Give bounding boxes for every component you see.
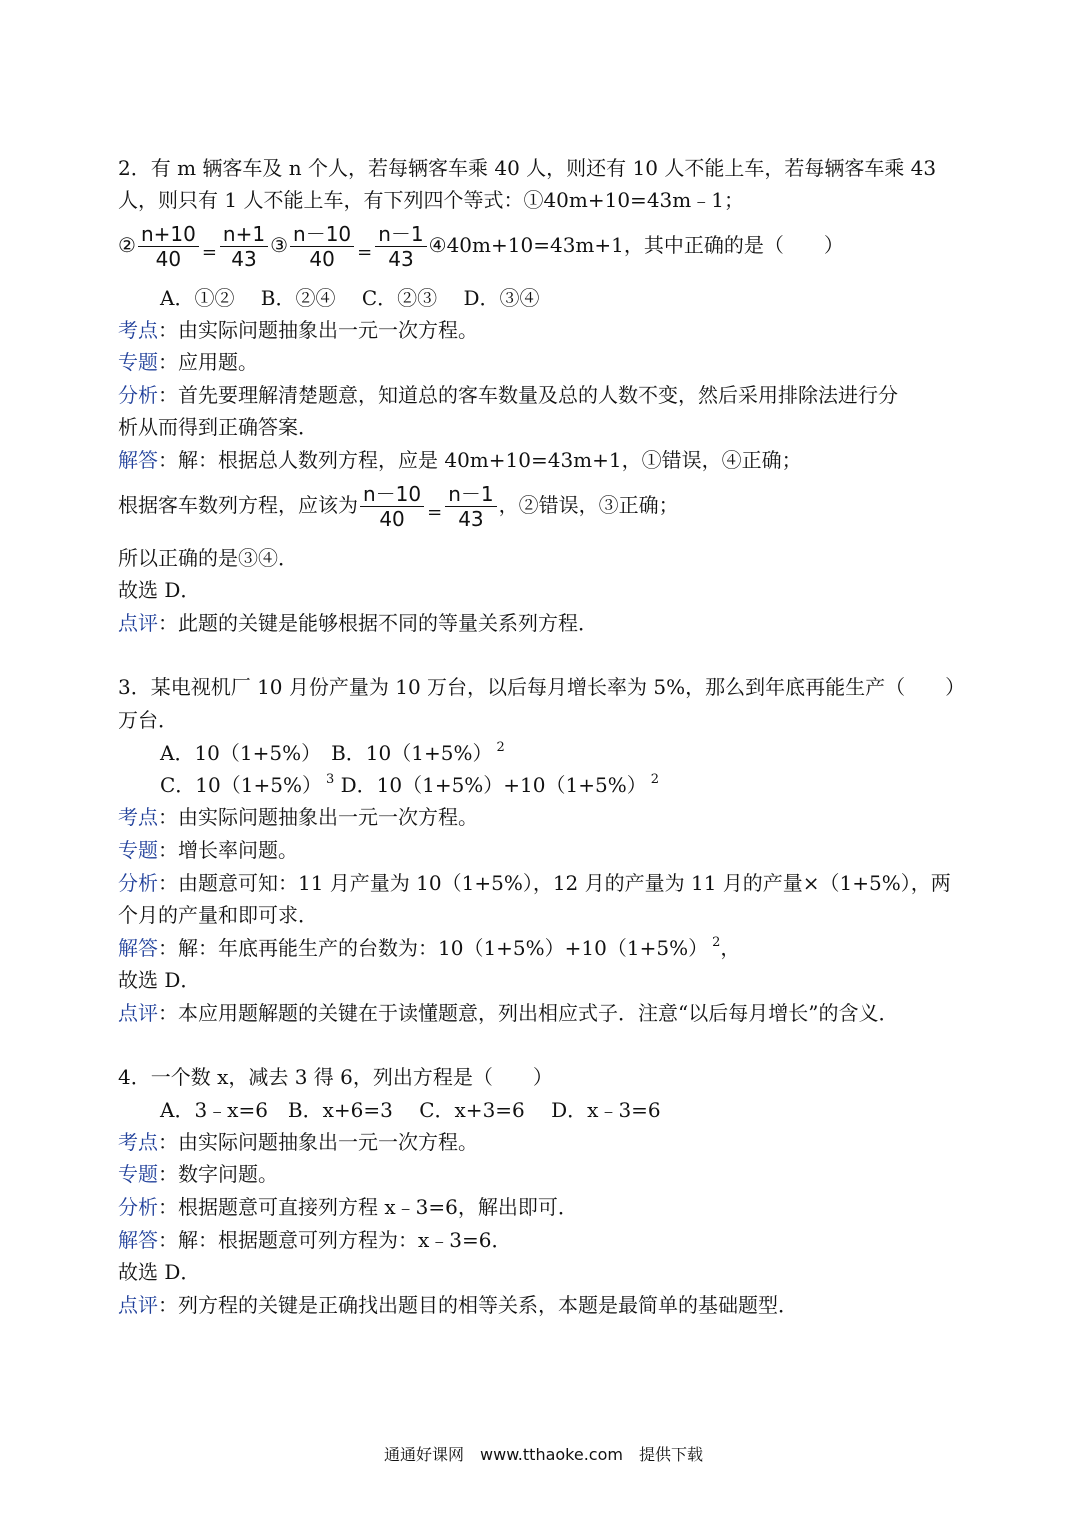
q3-guxuan: 故选 D． bbox=[118, 968, 201, 992]
option-text: D．10（1+5%）+10（1+5%） bbox=[340, 773, 647, 797]
fenxi-text: ：由题意可知：11 月产量为 10（1+5%），12 月的产量为 11 月的产量×（1+5%），两 bbox=[158, 871, 951, 895]
circle-3: ③ bbox=[270, 233, 289, 257]
q2-fenxi bbox=[118, 381, 898, 409]
q4-stem: 4．一个数 x，减去 3 得 6，列出方程是（ ） bbox=[118, 1065, 553, 1089]
fraction-denominator: 43 bbox=[458, 507, 484, 531]
equals-sign: = bbox=[357, 242, 373, 263]
fenxi-text: ：根据题意可直接列方程 x﹣3=6，解出即可． bbox=[158, 1195, 578, 1219]
zhuanti-text: ：增长率问题。 bbox=[158, 838, 298, 862]
superscript: 2 bbox=[712, 935, 721, 950]
q4-kaodian bbox=[118, 1128, 478, 1156]
superscript: 2 bbox=[650, 772, 660, 787]
fraction-denominator: 43 bbox=[388, 247, 414, 271]
jieda-text: 根据客车数列方程，应该为 bbox=[118, 493, 358, 517]
jieda-text: ， bbox=[720, 936, 741, 960]
option-text: A．10（1+5%） B．10（1+5%） bbox=[160, 741, 493, 765]
q3-fenxi-cont: 个月的产量和即可求． bbox=[118, 903, 318, 927]
q3-options-cd bbox=[160, 771, 659, 799]
fraction-2 bbox=[220, 222, 268, 271]
fenxi-text: ：首先要理解清楚题意，知道总的客车数量及总的人数不变，然后采用排除法进行分 bbox=[158, 383, 898, 407]
fraction-3 bbox=[290, 222, 354, 271]
zhuanti-text: ：应用题。 bbox=[158, 350, 258, 374]
q4-zhuanti bbox=[118, 1160, 278, 1188]
zhuanti-label: 专题 bbox=[118, 1162, 158, 1186]
fraction-denominator: 40 bbox=[155, 247, 182, 271]
q2-options: A．①② B．②④ C．②③ D．③④ bbox=[160, 286, 540, 310]
q4-fenxi bbox=[118, 1193, 578, 1221]
jieda-label: 解答 bbox=[118, 448, 158, 472]
dianping-label: 点评 bbox=[118, 1001, 158, 1025]
q2-dianping bbox=[118, 609, 598, 637]
q3-zhuanti bbox=[118, 836, 298, 864]
zhuanti-text: ：数字问题。 bbox=[158, 1162, 278, 1186]
circle-2: ② bbox=[118, 233, 136, 257]
dianping-text: ：此题的关键是能够根据不同的等量关系列方程． bbox=[158, 611, 598, 635]
kaodian-text: ：由实际问题抽象出一元一次方程。 bbox=[158, 805, 478, 829]
page-footer: 通通好课网 www.tthaoke.com 提供下载 bbox=[384, 1445, 703, 1464]
q3-stem-line1: 3．某电视机厂 10 月份产量为 10 万台，以后每月增长率为 5%，那么到年底再能生产（ ） bbox=[118, 675, 966, 699]
dianping-text: ：列方程的关键是正确找出题目的相等关系，本题是最简单的基础题型． bbox=[158, 1293, 798, 1317]
q2-jieda bbox=[118, 446, 802, 474]
fraction-4 bbox=[375, 222, 426, 271]
q2-kaodian bbox=[118, 316, 478, 344]
q4-dianping bbox=[118, 1291, 798, 1319]
superscript: 2 bbox=[496, 740, 505, 755]
jieda-text: ：解：根据总人数列方程，应是 40m+10=43m+1，①错误，④正确； bbox=[158, 448, 802, 472]
jieda-label: 解答 bbox=[118, 936, 158, 960]
fraction-denominator: 43 bbox=[231, 247, 257, 271]
option-text: C．10（1+5%） bbox=[160, 773, 322, 797]
fenxi-label: 分析 bbox=[118, 871, 158, 895]
q3-jieda bbox=[118, 934, 740, 962]
fraction-denominator: 40 bbox=[309, 247, 335, 271]
dianping-label: 点评 bbox=[118, 611, 158, 635]
kaodian-label: 考点 bbox=[118, 805, 158, 829]
q2-stem-line2: 人，则只有 1 人不能上车，有下列四个等式：①40m+10=43m﹣1； bbox=[118, 188, 744, 212]
dianping-label: 点评 bbox=[118, 1293, 158, 1317]
q3-kaodian bbox=[118, 803, 478, 831]
kaodian-label: 考点 bbox=[118, 1130, 158, 1154]
q2-guxuan: 故选 D． bbox=[118, 578, 201, 602]
jieda-text: ：解：年底再能生产的台数为：10（1+5%）+10（1+5%） bbox=[158, 936, 709, 960]
q3-fenxi bbox=[118, 869, 951, 897]
q2-stem-line1: 2．有 m 辆客车及 n 个人，若每辆客车乘 40 人，则还有 10 人不能上车，若每辆客车乘 43 bbox=[118, 156, 937, 180]
dianping-text: ：本应用题解题的关键在于读懂题意，列出相应式子．注意“以后每月增长”的含义． bbox=[158, 1001, 899, 1025]
q2-zhuanti bbox=[118, 348, 258, 376]
q2-equations-tail: ④40m+10=43m+1，其中正确的是（ ） bbox=[428, 233, 844, 257]
q4-jieda bbox=[118, 1226, 512, 1254]
fenxi-label: 分析 bbox=[118, 383, 158, 407]
kaodian-text: ：由实际问题抽象出一元一次方程。 bbox=[158, 318, 478, 342]
q3-dianping bbox=[118, 999, 898, 1027]
kaodian-label: 考点 bbox=[118, 318, 158, 342]
fraction-numerator: n－10 bbox=[360, 482, 424, 507]
fraction-5 bbox=[360, 482, 424, 531]
q4-guxuan: 故选 D． bbox=[118, 1260, 201, 1284]
q2-jieda-line3: 所以正确的是③④． bbox=[118, 546, 298, 570]
fraction-denominator: 40 bbox=[379, 507, 405, 531]
equals-sign: = bbox=[427, 502, 443, 523]
q4-options: A．3﹣x=6 B．x+6=3 C．x+3=6 D．x﹣3=6 bbox=[160, 1098, 661, 1122]
q3-stem-line2: 万台． bbox=[118, 708, 178, 732]
fraction-numerator: n+1 bbox=[220, 222, 268, 247]
q2-jieda-line2 bbox=[118, 482, 679, 531]
q2-equations-line bbox=[118, 222, 844, 271]
fraction-numerator: n+10 bbox=[138, 222, 199, 247]
fraction-1 bbox=[138, 222, 199, 271]
fraction-numerator: n－1 bbox=[445, 482, 496, 507]
fenxi-label: 分析 bbox=[118, 1195, 158, 1219]
jieda-text: ，②错误，③正确； bbox=[498, 493, 679, 517]
fraction-numerator: n－10 bbox=[290, 222, 354, 247]
fraction-numerator: n－1 bbox=[375, 222, 426, 247]
q3-options-ab bbox=[160, 739, 505, 767]
fraction-6 bbox=[445, 482, 496, 531]
zhuanti-label: 专题 bbox=[118, 350, 158, 374]
zhuanti-label: 专题 bbox=[118, 838, 158, 862]
jieda-label: 解答 bbox=[118, 1228, 158, 1252]
superscript: 3 bbox=[325, 772, 335, 787]
kaodian-text: ：由实际问题抽象出一元一次方程。 bbox=[158, 1130, 478, 1154]
jieda-text: ：解：根据题意可列方程为：x﹣3=6． bbox=[158, 1228, 512, 1252]
q2-fenxi-cont: 析从而得到正确答案． bbox=[118, 415, 318, 439]
equals-sign: = bbox=[201, 242, 217, 263]
